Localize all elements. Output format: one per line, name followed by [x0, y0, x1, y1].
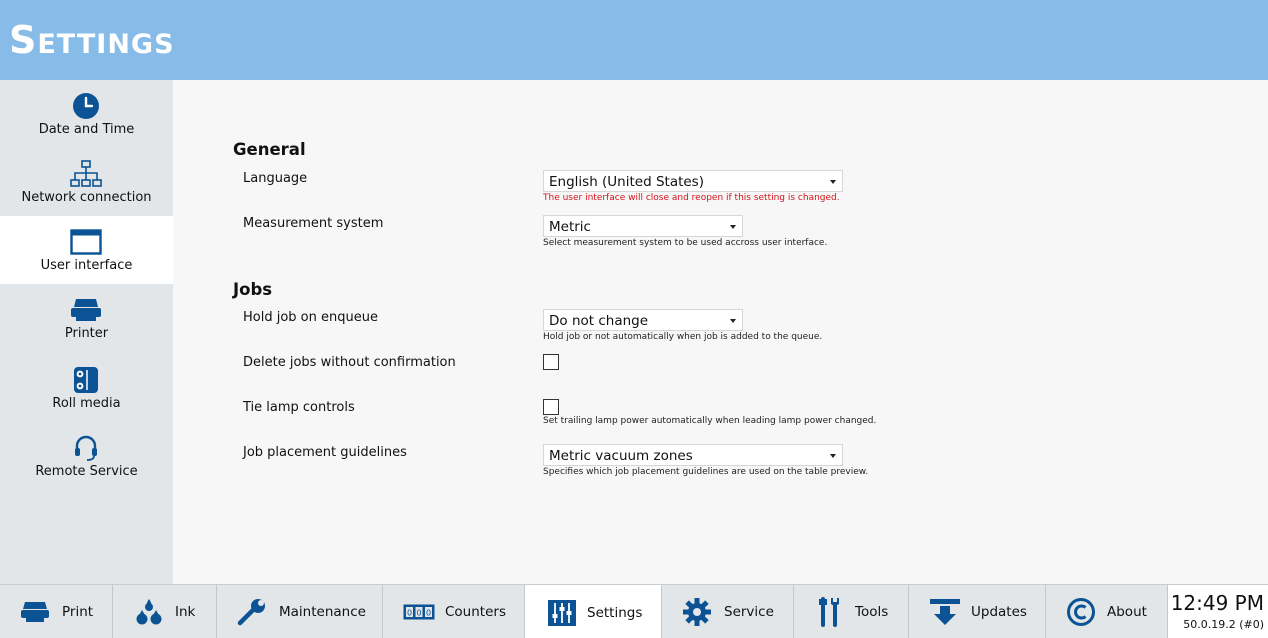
svg-text:0: 0	[425, 608, 432, 618]
roll-media-icon	[70, 366, 102, 394]
wrench-icon	[237, 598, 267, 626]
bottom-taskbar	[0, 584, 1268, 638]
headset-icon	[70, 434, 102, 462]
tab-label: Updates	[971, 604, 1027, 620]
tab-print[interactable]	[0, 585, 113, 638]
chevron-down-icon	[730, 319, 736, 323]
sidebar-item-date-and-time[interactable]	[0, 80, 173, 148]
tab-updates[interactable]	[909, 585, 1046, 638]
hold-job-select-value: Do not change	[549, 313, 649, 329]
clock-time: 12:49 PM	[1170, 591, 1264, 615]
settings-panel	[173, 80, 1268, 584]
gear-icon	[682, 598, 712, 626]
delete-jobs-label: Delete jobs without confirmation	[243, 355, 456, 370]
sidebar-item-network-connection[interactable]	[0, 148, 173, 216]
clock-panel	[1168, 585, 1268, 638]
counter-icon	[403, 598, 435, 626]
tab-label: About	[1107, 604, 1147, 620]
hold-job-label: Hold job on enqueue	[243, 310, 378, 325]
sidebar-item-label: Roll media	[52, 396, 121, 411]
tools-icon	[816, 598, 842, 626]
tab-about[interactable]	[1046, 585, 1168, 638]
sidebar-item-label: Remote Service	[35, 464, 138, 479]
placement-select[interactable]	[543, 444, 843, 466]
printer-icon	[70, 296, 102, 324]
sidebar-item-user-interface[interactable]	[0, 216, 173, 284]
sidebar-item-remote-service[interactable]	[0, 422, 173, 490]
sidebar-item-label: Network connection	[21, 190, 152, 205]
network-icon	[70, 160, 102, 188]
ink-drops-icon	[135, 598, 163, 626]
language-select-value: English (United States)	[549, 174, 704, 190]
section-title-general: General	[233, 140, 306, 159]
tab-label: Tools	[855, 604, 889, 620]
tab-settings[interactable]	[525, 585, 662, 638]
language-hint: The user interface will close and reopen if this setting is changed.	[543, 193, 840, 203]
measurement-label: Measurement system	[243, 216, 384, 231]
hold-job-select[interactable]	[543, 309, 743, 331]
placement-hint: Specifies which job placement guidelines are used on the table preview.	[543, 467, 869, 477]
language-label: Language	[243, 171, 308, 186]
svg-text:0: 0	[406, 608, 413, 618]
tab-tools[interactable]	[794, 585, 909, 638]
sidebar-item-label: User interface	[40, 258, 133, 273]
tab-label: Service	[724, 604, 774, 620]
language-select[interactable]	[543, 170, 843, 192]
svg-text:0: 0	[416, 608, 422, 618]
tie-lamp-label: Tie lamp controls	[243, 400, 355, 415]
window-icon	[70, 228, 102, 256]
clock-icon	[70, 92, 102, 120]
sidebar-item-label: Printer	[64, 326, 109, 341]
sidebar-item-printer[interactable]	[0, 284, 173, 352]
chevron-down-icon	[830, 180, 836, 184]
section-title-jobs: Jobs	[233, 280, 273, 299]
version-label: 50.0.19.2 (#0)	[1183, 618, 1264, 631]
measurement-select-value: Metric	[549, 219, 591, 235]
tab-label: Settings	[587, 605, 643, 621]
header-bar	[0, 0, 1268, 80]
sliders-icon	[547, 599, 577, 627]
sidebar-item-roll-media[interactable]	[0, 354, 173, 422]
sidebar	[0, 80, 173, 584]
placement-label: Job placement guidelines	[243, 445, 407, 460]
tab-label: Print	[62, 604, 94, 620]
tab-counters[interactable]	[383, 585, 525, 638]
tie-lamp-checkbox[interactable]	[543, 399, 559, 415]
page-title: Settings	[9, 18, 175, 62]
placement-select-value: Metric vacuum zones	[549, 448, 693, 464]
copyright-icon	[1066, 598, 1096, 626]
measurement-select[interactable]	[543, 215, 743, 237]
tab-ink[interactable]	[113, 585, 217, 638]
tab-label: Ink	[175, 604, 196, 620]
hold-job-hint: Hold job or not automatically when job is added to the queue.	[543, 332, 823, 342]
sidebar-item-label: Date and Time	[38, 122, 135, 137]
printer-icon	[20, 598, 50, 626]
download-icon	[929, 598, 961, 626]
chevron-down-icon	[730, 225, 736, 229]
tab-maintenance[interactable]	[217, 585, 383, 638]
tab-service[interactable]	[662, 585, 794, 638]
chevron-down-icon	[830, 454, 836, 458]
delete-jobs-checkbox[interactable]	[543, 354, 559, 370]
tab-label: Counters	[445, 604, 506, 620]
tie-lamp-hint: Set trailing lamp power automatically when leading lamp power changed.	[543, 416, 877, 426]
tab-label: Maintenance	[279, 604, 366, 620]
measurement-hint: Select measurement system to be used accross user interface.	[543, 238, 828, 248]
